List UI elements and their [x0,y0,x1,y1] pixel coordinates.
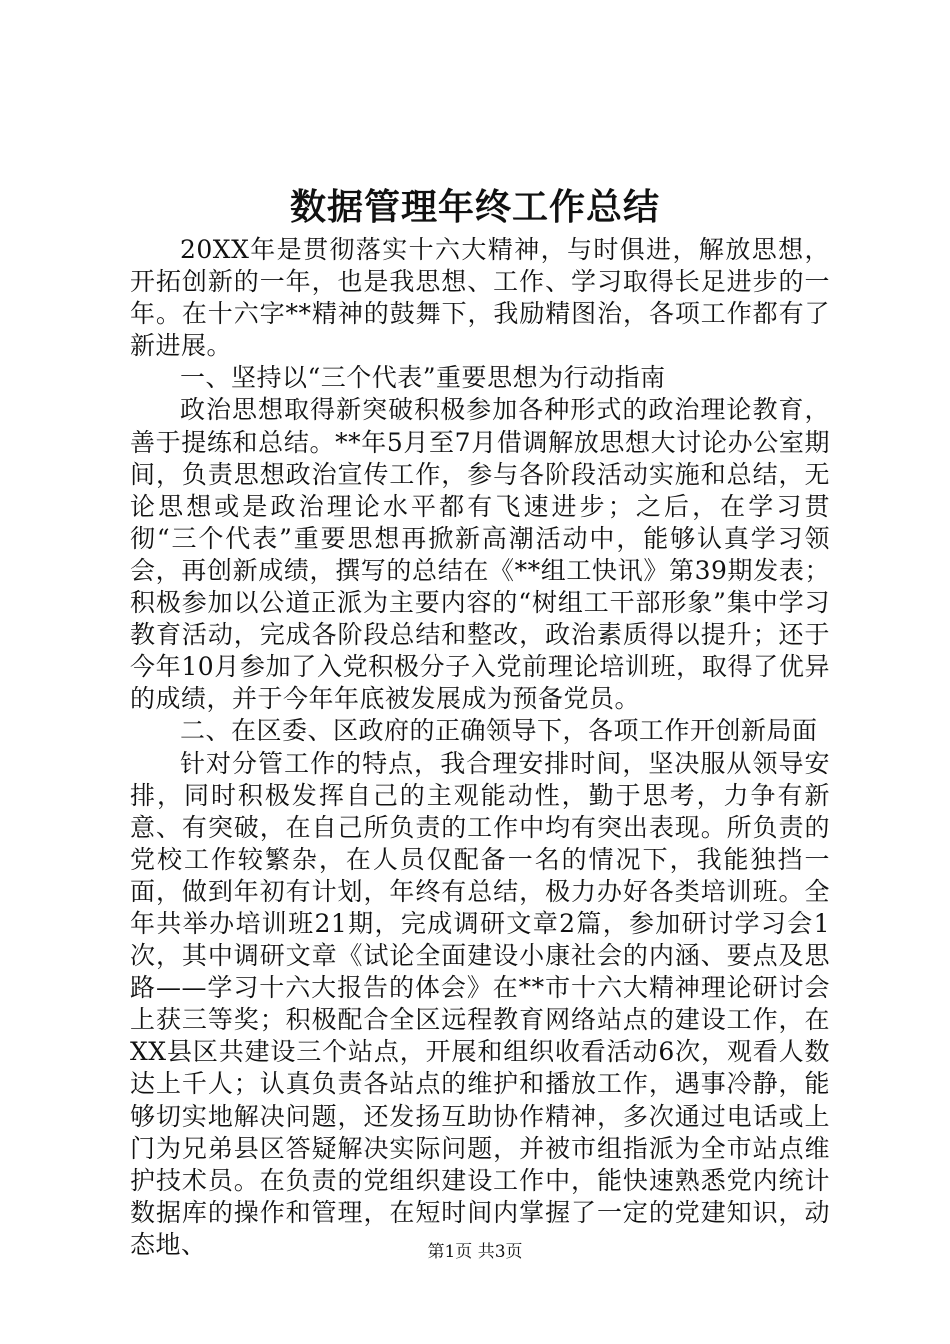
paragraph-section-2: 针对分管工作的特点，我合理安排时间，坚决服从领导安排，同时积极发挥自己的主观能动性，勤于思考，力争有新意、有突破，在自己所负责的工作中均有突出表现。所负责的党校工作较繁杂，在人员仅配备一名的情况下，我能独挡一面，做到年初有计划，年终有总结，极力办好各类培训班。全年共举办培训班21期，完成调研文章2篇，参加研讨学习会1次，其中调研文章《试论全面建设小康社会的内涵、要点及思路——学习十六大报告的体会》在**市十六大精神理论研讨会上获三等奖；积极配合全区远程教育网络站点的建设工作，在XX县区共建设三个站点，开展和组织收看活动6次，观看人数达上千人；认真负责各站点的维护和播放工作，遇事冷静，能够切实地解决问题，还发扬互助协作精神，多次通过电话或上门为兄弟县区答疑解决实际问题，并被市组指派为全市站点维护技术员。在负责的党组织建设工作中，能快速熟悉党内统计数据库的操作和管理，在短时间内掌握了一定的党建知识，动态地、 [130,748,830,1259]
paragraph-section-1: 政治思想取得新突破积极参加各种形式的政治理论教育，善于提练和总结。**年5月至7月借调解放思想大讨论办公室期间，负责思想政治宣传工作，参与各阶段活动实施和总结，无论思想或是政治理论水平都有飞速进步；之后，在学习贯彻“三个代表”重要思想再掀新高潮活动中，能够认真学习领会，再创新成绩，撰写的总结在《**组工快讯》第39期发表；积极参加以公道正派为主要内容的“树组工干部形象”集中学习教育活动，完成各阶段总结和整改，政治素质得以提升；还于今年10月参加了入党积极分子入党前理论培训班，取得了优异的成绩，并于今年年底被发展成为预备党员。 [130,395,830,714]
document-body [130,234,830,1261]
document-title: 数据管理年终工作总结 [289,187,660,228]
section-heading-2: 二、在区委、区政府的正确领导下，各项工作开创新局面 [180,716,818,746]
paragraph-intro: 20XX年是贯彻落实十六大精神，与时俱进，解放思想，开拓创新的一年，也是我思想、工作、学习取得长足进步的一年。在十六字**精神的鼓舞下，我励精图治，各项工作都有了新进展。 [130,235,830,361]
section-heading-1: 一、坚持以“三个代表”重要思想为行动指南 [180,363,666,393]
page-footer: 第1页 共3页 [427,1242,523,1262]
